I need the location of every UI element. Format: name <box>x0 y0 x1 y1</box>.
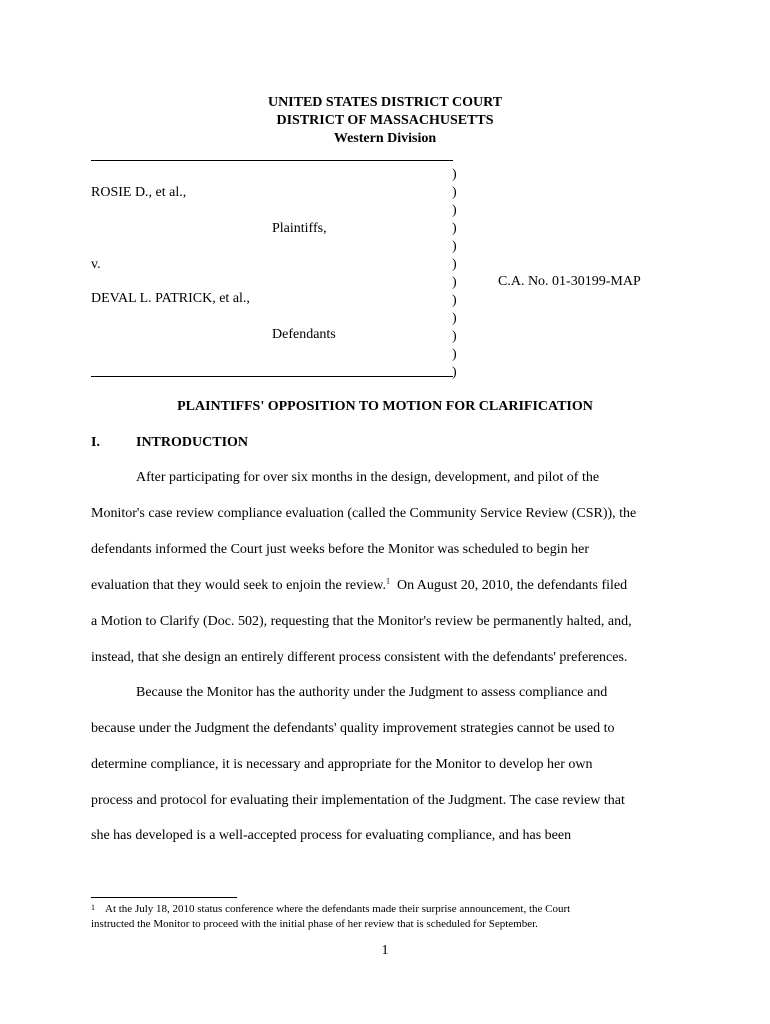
court-name: UNITED STATES DISTRICT COURT <box>267 95 503 110</box>
body-line: because under the Judgment the defendants' quality improvement strategies cannot be used to <box>91 721 615 736</box>
plaintiff-name: ROSIE D., et al., <box>91 185 187 200</box>
body-line: determine compliance, it is necessary and appropriate for the Monitor to develop her own <box>91 757 593 772</box>
body-line: defendants informed the Court just weeks before the Monitor was scheduled to begin her <box>91 542 590 557</box>
footnote <box>91 902 691 917</box>
defendant-role: Defendants <box>272 327 336 342</box>
caption-paren: ) <box>452 239 457 254</box>
caption-paren: ) <box>452 293 457 308</box>
page-number: 1 <box>381 943 389 958</box>
court-division: Western Division <box>333 131 437 146</box>
footnote-mark: 1 <box>91 903 95 912</box>
caption-paren: ) <box>452 257 457 272</box>
caption-paren: ) <box>452 221 457 236</box>
caption-paren: ) <box>452 329 457 344</box>
caption-paren: ) <box>452 311 457 326</box>
caption-bottom-rule <box>91 376 453 377</box>
plaintiff-role: Plaintiffs, <box>272 221 327 236</box>
caption-paren-column <box>452 166 457 382</box>
case-number: C.A. No. 01-30199-MAP <box>498 274 641 289</box>
body-text: evaluation that they would seek to enjoin the review. <box>91 578 386 593</box>
footnote-line-2: instructed the Monitor to proceed with the initial phase of her review that is scheduled for September. <box>91 918 538 930</box>
body-line: she has developed is a well-accepted process for evaluating compliance, and has been <box>91 828 572 843</box>
court-district: DISTRICT OF MASSACHUSETTS <box>276 113 494 128</box>
body-line: a Motion to Clarify (Doc. 502), requesting that the Monitor's review be permanently halted, and, <box>91 614 632 629</box>
section-number: I. <box>91 435 100 450</box>
section-heading <box>91 434 248 452</box>
caption-paren: ) <box>452 347 457 362</box>
footnote-separator <box>91 897 237 898</box>
caption-top-rule <box>91 160 453 161</box>
section-title: INTRODUCTION <box>136 435 249 450</box>
body-line: Because the Monitor has the authority under the Judgment to assess compliance and <box>136 685 608 700</box>
defendant-name: DEVAL L. PATRICK, et al., <box>91 291 250 306</box>
body-text: On August 20, 2010, the defendants filed <box>389 578 628 593</box>
footnote-reference[interactable]: 1 <box>385 576 390 586</box>
footnote-line: At the July 18, 2010 status conference where the defendants made their surprise announcement, the Court <box>105 903 571 915</box>
body-line <box>91 577 627 595</box>
caption-paren: ) <box>452 275 457 290</box>
caption-paren: ) <box>452 365 457 380</box>
versus-label: v. <box>91 257 101 272</box>
body-line: Monitor's case review compliance evaluation (called the Community Service Review (CSR)), the <box>91 506 637 521</box>
body-line: process and protocol for evaluating their implementation of the Judgment. The case review that <box>91 793 625 808</box>
caption-paren: ) <box>452 185 457 200</box>
caption-paren: ) <box>452 203 457 218</box>
body-line: instead, that she design an entirely different process consistent with the defendants' preferences. <box>91 650 628 665</box>
caption-paren: ) <box>452 167 457 182</box>
document-title: PLAINTIFFS' OPPOSITION TO MOTION FOR CLARIFICATION <box>177 399 593 414</box>
body-line: After participating for over six months in the design, development, and pilot of the <box>136 470 600 485</box>
